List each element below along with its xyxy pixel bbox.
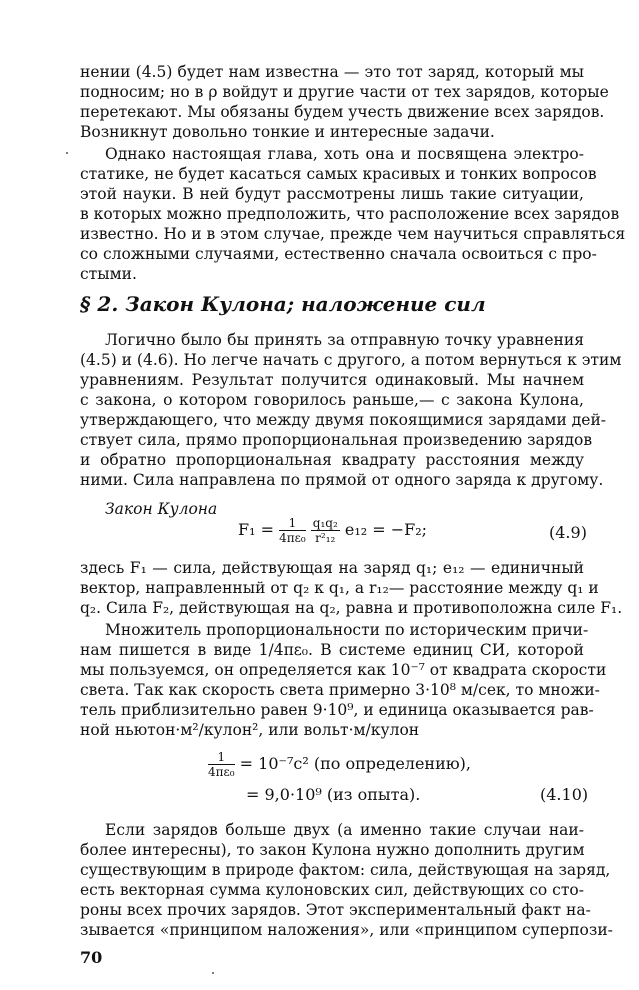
- eq-num: q₁q₂: [312, 516, 338, 530]
- scan-speck: [212, 972, 214, 974]
- text-line: утверждающего, что между двумя покоящимися зарядами дей-: [80, 411, 607, 429]
- text-line: есть векторная сумма кулоновских сил, действующих со сто-: [80, 881, 584, 899]
- eq-lhs: F₁ =: [238, 520, 275, 539]
- equation-4-10-line1: [208, 750, 471, 779]
- eq-den: r²₁₂: [315, 531, 336, 545]
- text-line: известно. Но и в этом случае, прежде чем научиться справляться: [80, 225, 626, 243]
- text-line: q₂. Сила F₂, действующая на q₂, равна и противоположна силе F₁.: [80, 599, 623, 617]
- text-line: здесь F₁ — сила, действующая на заряд q₁; e₁₂ — единичный: [80, 559, 584, 577]
- text-line: существующим в природе фактом: сила, действующая на заряд,: [80, 861, 611, 879]
- page-number: 70: [80, 948, 103, 967]
- text-line: света. Так как скорость света примерно 3·10⁸ м/сек, то множи-: [80, 681, 600, 699]
- text-line: (4.5) и (4.6). Но легче начать с другого, а потом вернуться к этим: [80, 351, 622, 369]
- text-line: перетекают. Мы обязаны будем учесть движение всех зарядов.: [80, 103, 605, 121]
- eq-fraction-constant: [279, 516, 306, 545]
- eq-fraction-charges: [311, 516, 340, 545]
- text-line: подносим; но в ρ войдут и другие части от тех зарядов, которые: [80, 83, 609, 101]
- text-line: Множитель пропорциональности по историческим причи-: [105, 621, 589, 639]
- text-line: роны всех прочих зарядов. Этот экспериментальный факт на-: [80, 901, 591, 919]
- equation-number: (4.9): [549, 523, 587, 542]
- text-line: мы пользуемся, он определяется как 10⁻⁷ от квадрата скорости: [80, 661, 607, 679]
- text-line: уравнениям. Результат получится одинаковый. Мы начнем: [80, 371, 584, 389]
- text-line: более интересны), то закон Кулона нужно дополнить другим: [80, 841, 585, 859]
- eq-num: 1: [279, 516, 306, 531]
- eq-fraction-constant: [208, 750, 235, 779]
- scan-speck: [66, 152, 68, 154]
- text-line: ной ньютон·м²/кулон², или вольт·м/кулон: [80, 721, 420, 739]
- text-line: и обратно пропорциональная квадрату расстояния между: [80, 451, 584, 469]
- eq-num: 1: [208, 750, 235, 765]
- text-line: вектор, направленный от q₂ к q₁, а r₁₂— расстояние между q₁ и: [80, 579, 599, 597]
- text-line: стыми.: [80, 265, 137, 283]
- text-line: с закона, о котором говорилось раньше,— с закона Кулона,: [80, 391, 584, 409]
- text-line: со сложными случаями, естественно сначала освоиться с про-: [80, 245, 597, 263]
- text-line: Логично было бы принять за отправную точку уравнения: [105, 331, 584, 349]
- text-line: Возникнут довольно тонкие и интересные задачи.: [80, 123, 495, 141]
- text-line: зывается «принципом наложения», или «принципом суперпози-: [80, 921, 613, 939]
- text-line: тель приблизительно равен 9·10⁹, и единица оказывается рав-: [80, 701, 594, 719]
- eq-den: 4πε₀: [208, 765, 235, 779]
- coulomb-law-label: Закон Кулона: [105, 500, 218, 518]
- text-line: в которых можно предположить, что расположение всех зарядов: [80, 205, 620, 223]
- section-heading: § 2. Закон Кулона; наложение сил: [80, 292, 486, 316]
- text-line: Однако настоящая глава, хоть она и посвящена электро-: [105, 145, 584, 163]
- text-line: ними. Сила направлена по прямой от одного заряда к другому.: [80, 471, 604, 489]
- equation-4-10-line2: = 9,0·10⁹ (из опыта).: [246, 785, 421, 804]
- eq-den: 4πε₀: [279, 531, 306, 545]
- text-line: ствует сила, прямо пропорциональная произведению зарядов: [80, 431, 593, 449]
- eq-rhs: e₁₂ = −F₂;: [344, 520, 428, 539]
- eq-definition: = 10⁻⁷c² (по определению),: [239, 754, 471, 773]
- text-line: Если зарядов больше двух (а именно такие случаи наи-: [105, 821, 584, 839]
- equation-4-9: [238, 516, 427, 545]
- text-line: нам пишется в виде 1/4πε₀. В системе единиц СИ, которой: [80, 641, 584, 659]
- text-line: нении (4.5) будет нам известна — это тот заряд, который мы: [80, 63, 584, 81]
- text-line: статике, не будет касаться самых красивых и тонких вопросов: [80, 165, 597, 183]
- equation-number: (4.10): [540, 785, 589, 804]
- text-line: этой науки. В ней будут рассмотрены лишь такие ситуации,: [80, 185, 584, 203]
